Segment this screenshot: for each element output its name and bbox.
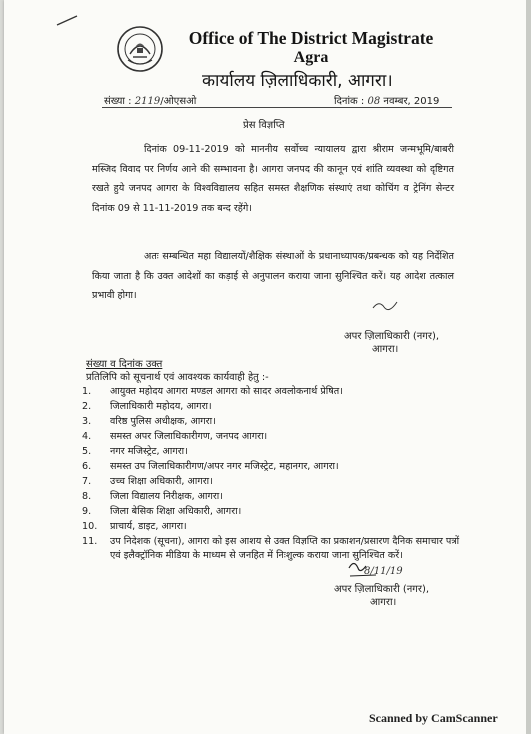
office-title-hindi: कार्यालय ज़िलाधिकारी, आगरा। (202, 71, 393, 91)
copy-list-text: जिला बेसिक शिक्षा अधिकारी, आगरा। (110, 506, 242, 517)
signatory-designation: अपर ज़िलाधिकारी (नगर), (344, 331, 440, 342)
copy-list-item (80, 385, 460, 399)
reference-date (334, 93, 439, 107)
reference-label: संख्या : (104, 96, 132, 107)
copy-list-number: 11. (82, 536, 98, 547)
copy-list-number: 7. (82, 476, 92, 487)
copy-list-text: प्राचार्य, डाइट, आगरा। (110, 521, 187, 532)
copy-list-text: वरिष्ठ पुलिस अधीक्षक, आगरा। (110, 416, 216, 427)
copy-list-item (80, 445, 460, 459)
copy-list-item (80, 475, 460, 489)
copy-heading: संख्या व दिनांक उक्त (86, 359, 163, 370)
header-divider (102, 107, 452, 108)
signature-block-1 (344, 330, 439, 356)
copy-list-number: 8. (82, 491, 92, 502)
copy-list-number: 1. (82, 386, 92, 397)
press-release-title: प्रेस विज्ञप्ति (243, 120, 285, 131)
copy-list-text: समस्त अपर जिलाधिकारीगण, जनपद आगरा। (110, 431, 268, 442)
copy-list-item (80, 415, 460, 429)
copy-list-item (80, 490, 460, 504)
paragraph-2: अतः सम्बन्धित महा विद्यालयों/शैक्षिक संस्थाओं के प्रधानाध्यापक/प्रबन्धक को यह निर्देशित किया जाता है कि उक्त आदेशों का कड़ाई से अनुपालन कराया जाना सुनिश्चित करें। यह आदेश तत्काल प्रभावी होगा। (92, 251, 454, 301)
copy-list-text: जिला विद्यालय निरीक्षक, आगरा। (110, 491, 223, 502)
copy-list-number: 10. (82, 521, 98, 532)
copy-list-number: 4. (82, 431, 92, 442)
signatory-place-2: आगरा। (370, 597, 397, 608)
document-page (4, 0, 526, 734)
copy-list-text: उप निदेशक (सूचना), आगरा को इस आशय से उक्त विज्ञप्ति का प्रकाशन/प्रसारण दैनिक समाचार पत्रों एवं इलैक्ट्रॉनिक मीडिया के माध्यम से जनहित में निःशुल्क कराया जाना सुनिश्चित करें। (110, 536, 460, 561)
page-edge (526, 0, 531, 734)
signatory-place: आगरा। (372, 344, 399, 355)
date-rest: नवम्बर, 2019 (383, 96, 440, 107)
reference-number-handwritten: 2119 (134, 96, 161, 107)
office-city: Agra (293, 49, 329, 66)
copy-list-item (80, 535, 460, 562)
copy-list-number: 5. (82, 446, 92, 457)
copy-list-number: 9. (82, 506, 92, 517)
signature-mark-1 (372, 298, 398, 312)
up-government-emblem-icon (116, 24, 164, 74)
signature-date-handwritten: 8/11/19 (364, 566, 403, 577)
copy-recipient-list (80, 385, 460, 564)
office-title-english: Office of The District Magistrate (188, 28, 434, 48)
copy-list-number: 3. (82, 416, 92, 427)
pen-stroke-mark (56, 14, 78, 26)
copy-list-item (80, 430, 460, 444)
copy-list-number: 2. (82, 401, 92, 412)
copy-list-text: समस्त उप जिलाधिकारीगण/अपर नगर मजिस्ट्रेट, महानगर, आगरा। (110, 461, 339, 472)
date-label: दिनांक : (334, 96, 365, 107)
copy-list-number: 6. (82, 461, 92, 472)
copy-list-item (80, 520, 460, 534)
copy-list-item (80, 400, 460, 414)
reference-number (104, 93, 196, 107)
paragraph-1: दिनांक 09-11-2019 को माननीय सर्वोच्च न्यायालय द्वारा श्रीराम जन्मभूमि/बाबरी मस्जिद विवाद पर निर्णय आने की सम्भावना है। आगरा जनपद की कानून एवं शांति व्यवस्था को दृष्टिगत रखते हुये जनपद आगरा के विश्वविद्यालय सहित समस्त शैक्षणिक संस्थाएं तथा कोचिंग व ट्रेनिंग सेन्टर दिनांक 09 से 11-11-2019 तक बन्द रहेंगे। (92, 144, 454, 214)
copy-intro: प्रतिलिपि को सूचनार्थ एवं आवश्यक कार्यवाही हेतु :- (86, 372, 269, 383)
date-day-handwritten: 08 (367, 96, 381, 107)
signature-block-2 (334, 583, 429, 609)
copy-list-item (80, 505, 460, 519)
copy-list-text: आयुक्त महोदय आगरा मण्डल आगरा को सादर अवलोकनार्थ प्रेषित। (110, 386, 343, 397)
scanner-watermark: Scanned by CamScanner (369, 711, 498, 725)
signatory-designation-2: अपर ज़िलाधिकारी (नगर), (334, 584, 430, 595)
reference-suffix: /ओएसओ (160, 96, 197, 107)
copy-list-text: जिलाधिकारी महोदय, आगरा। (110, 401, 212, 412)
copy-list-text: उच्च शिक्षा अधिकारी, आगरा। (110, 476, 213, 487)
copy-list-text: नगर मजिस्ट्रेट, आगरा। (110, 446, 188, 457)
copy-list-item (80, 460, 460, 474)
